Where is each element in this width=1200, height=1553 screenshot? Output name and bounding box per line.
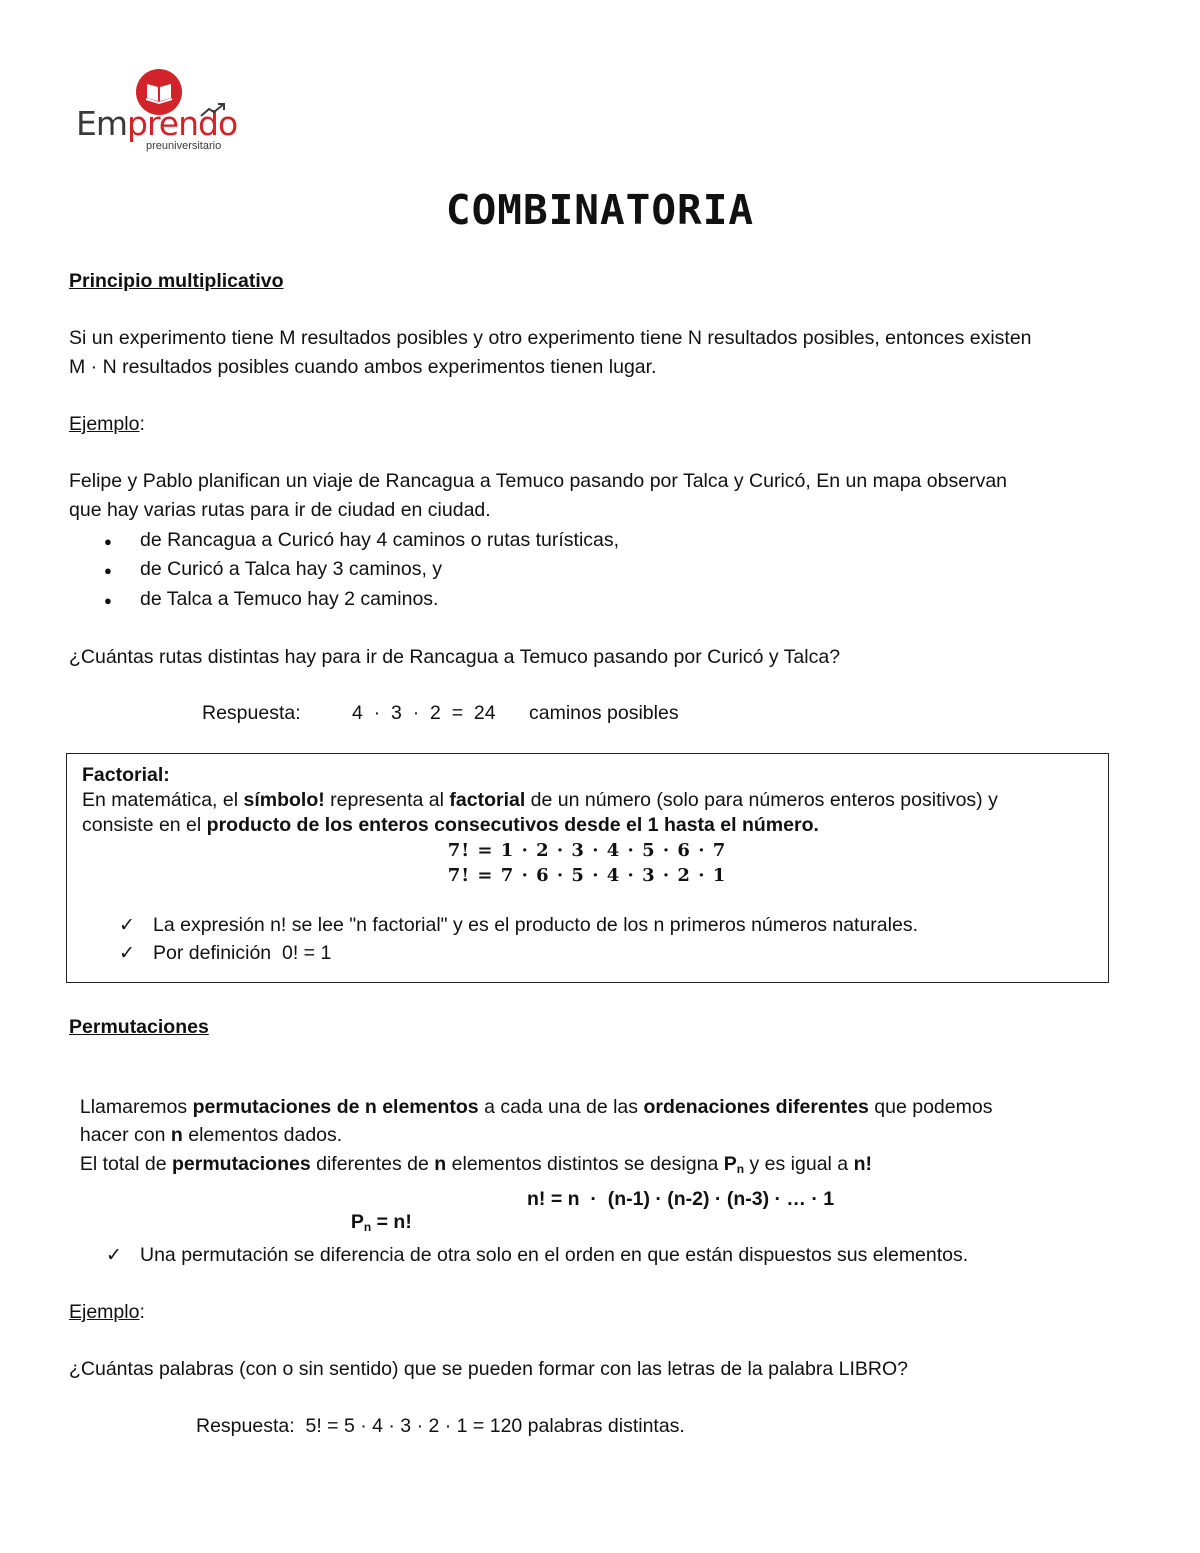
perm-p3-h: y es igual a [744,1153,854,1175]
factorial-l1-e: de un número (solo para números enteros positivos) y [525,789,998,811]
question-routes: ¿Cuántas rutas distintas hay para ir de Rancagua a Temuco pasando por Curicó y Talca? [69,646,841,668]
factorial-l1-a: En matemática, el [82,789,244,811]
ejemplo-text-2: que hay varias rutas para ir de ciudad en ciudad. [69,499,491,521]
permutation-formula-right: n! = n · (n-1) · (n-2) · (n-3) · … · 1 [527,1188,835,1210]
perm-p2-a: hacer con [79,1124,171,1146]
bullet-item [104,588,439,611]
perm-p1-e: que podemos [868,1096,993,1118]
ejemplo-colon: : [139,413,145,435]
factorial-check-text: La expresión n! se lee "n factorial" y es el producto de los n primeros números naturales. [153,914,918,936]
perm-formula-p: P [350,1211,364,1233]
perm-formula-sub: n [363,1220,372,1234]
permutation-check-item [106,1244,969,1267]
checkmark-icon: ✓ [119,943,135,964]
perm-p3-e: elementos distintos se designa [446,1153,724,1175]
ejemplo-text-1: Felipe y Pablo planifican un viaje de Rancagua a Temuco pasando por Talca y Curicó, En un mapa observan [69,470,1008,492]
bullet-icon: ● [104,563,112,578]
logo-brand-prefix: Em [76,104,127,143]
answer-unit: caminos posibles [529,702,679,724]
factorial-box [66,753,1109,983]
perm-p2-c: elementos dados. [182,1124,343,1146]
perm-p3-g: n [736,1162,745,1176]
logo [76,68,256,158]
perm-p3-b: permutaciones [171,1153,311,1175]
bullet-item [104,558,443,581]
factorial-check-item [119,942,332,965]
trend-arrow-icon [200,102,226,118]
ejemplo-label [69,413,145,436]
perm-p3-c: diferentes de [310,1153,435,1175]
bullet-text: de Rancagua a Curicó hay 4 caminos o rutas turísticas, [140,529,620,551]
principio-line-1: Si un experimento tiene M resultados posibles y otro experimento tiene N resultados posibles, entonces existen [69,327,1032,349]
factorial-line-2 [82,814,819,837]
checkmark-icon: ✓ [119,915,135,936]
factorial-formula-1: 7! = 1 · 2 · 3 · 4 · 5 · 6 · 7 [447,840,727,861]
factorial-l1-b: símbolo! [243,789,325,811]
checkmark-icon: ✓ [106,1245,122,1266]
permutaciones-heading: Permutaciones [69,1016,209,1038]
perm-formula-rest: = n! [371,1211,412,1233]
answer-label: Respuesta: [202,702,301,724]
logo-brand-suffix: prendo [127,104,238,143]
question-words: ¿Cuántas palabras (con o sin sentido) que se pueden formar con las letras de la palabra LIBRO? [69,1358,908,1380]
perm-p1-c: a cada una de las [478,1096,644,1118]
bullet-icon: ● [104,593,112,608]
factorial-l2-b: producto de los enteros consecutivos desde el 1 hasta el número. [206,814,819,836]
factorial-line-1 [82,789,998,812]
factorial-check-text: Por definición 0! = 1 [153,942,332,964]
answer-words: Respuesta: 5! = 5 · 4 · 3 · 2 · 1 = 120 palabras distintas. [196,1415,685,1437]
logo-tagline: preuniversitario [146,140,222,152]
bullet-text: de Curicó a Talca hay 3 caminos, y [140,558,443,580]
bullet-text: de Talca a Temuco hay 2 caminos. [140,588,439,610]
principio-heading: Principio multiplicativo [69,270,284,292]
bullet-item [104,529,620,552]
ejemplo-colon: : [139,1301,145,1323]
perm-p3-d: n [434,1153,447,1175]
factorial-check-item [119,914,918,937]
factorial-heading: Factorial: [82,764,170,786]
perm-p2-b: n [170,1124,183,1146]
factorial-l1-c: representa al [324,789,450,811]
ejemplo-label-text: Ejemplo [69,1301,140,1323]
bullet-icon: ● [104,534,112,549]
ejemplo-label-text: Ejemplo [69,413,140,435]
factorial-l1-d: factorial [449,789,526,811]
factorial-formula-2: 7! = 7 · 6 · 5 · 4 · 3 · 2 · 1 [447,865,727,886]
permutation-formula-left [340,1188,412,1234]
ejemplo-label [69,1301,145,1324]
perm-p1-a: Llamaremos [79,1096,193,1118]
page-title: COMBINATORIA [445,186,755,234]
perm-p3-i: n! [853,1153,872,1175]
perm-p3-a: El total de [79,1153,172,1175]
perm-p1-d: ordenaciones diferentes [643,1096,869,1118]
perm-p3-f: P [723,1153,737,1175]
principio-line-2: M · N resultados posibles cuando ambos experimentos tienen lugar. [69,356,657,378]
perm-p1-b: permutaciones de n elementos [192,1096,479,1118]
answer-expression: 4 · 3 · 2 = 24 [352,702,496,724]
permutaciones-line-3 [69,1130,872,1176]
factorial-l2-a: consiste en el [82,814,207,836]
permutation-check-text: Una permutación se diferencia de otra solo en el orden en que están dispuestos sus elementos. [140,1244,969,1266]
